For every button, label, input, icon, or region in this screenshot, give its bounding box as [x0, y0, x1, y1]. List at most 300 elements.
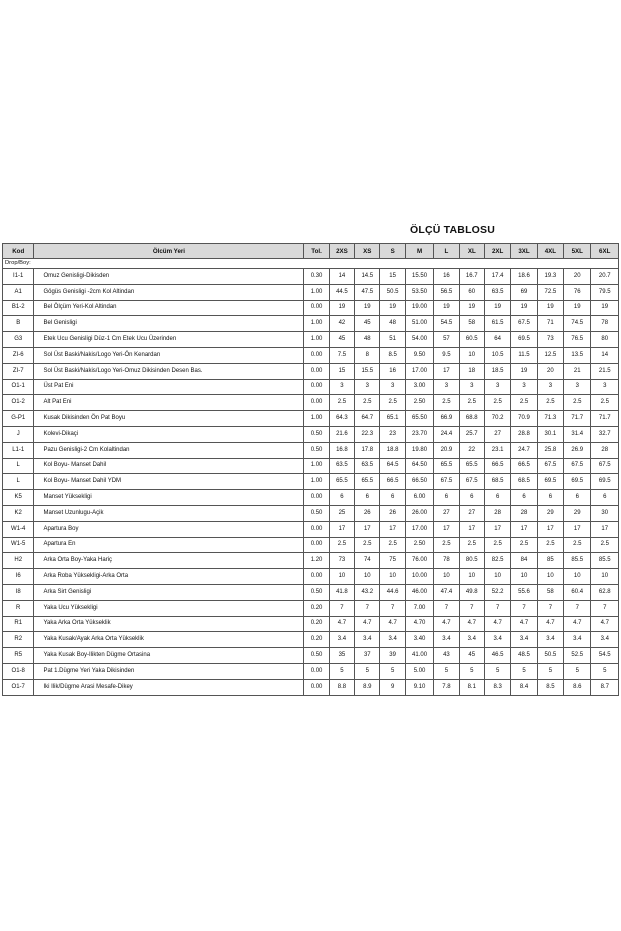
size-value: 7 [459, 600, 484, 616]
size-value: 5 [537, 663, 563, 679]
size-value: 16 [434, 269, 459, 285]
size-value: 70.2 [484, 411, 510, 427]
size-value: 8.6 [564, 679, 591, 695]
size-value: 58 [459, 316, 484, 332]
size-value: 65.5 [329, 474, 354, 490]
size-value: 17 [459, 521, 484, 537]
measurement-code: R [3, 600, 34, 616]
size-value: 19 [434, 300, 459, 316]
size-value: 17 [355, 521, 380, 537]
size-value: 50.5 [537, 648, 563, 664]
size-value: 15 [329, 363, 354, 379]
size-value: 14.5 [355, 269, 380, 285]
tolerance-value: 0.20 [304, 600, 329, 616]
measurement-location: Apartura En [34, 537, 304, 553]
size-value: 76.00 [405, 553, 433, 569]
tolerance-value: 0.00 [304, 363, 329, 379]
size-value: 7 [511, 600, 537, 616]
size-value: 30 [591, 505, 619, 521]
size-value: 51.00 [405, 316, 433, 332]
tolerance-value: 0.00 [304, 679, 329, 695]
size-value: 78 [591, 316, 619, 332]
measurement-location: Arka Orta Boy-Yaka Hariç [34, 553, 304, 569]
size-value: 2.5 [434, 537, 459, 553]
size-value: 39 [380, 648, 405, 664]
size-value: 6 [434, 490, 459, 506]
table-row [3, 632, 619, 648]
size-value: 6 [380, 490, 405, 506]
size-value: 17.00 [405, 363, 433, 379]
size-value: 65.50 [405, 411, 433, 427]
tolerance-value: 0.00 [304, 663, 329, 679]
size-value: 10 [511, 569, 537, 585]
size-value: 44.6 [380, 584, 405, 600]
size-value: 19 [380, 300, 405, 316]
size-value: 8.4 [511, 679, 537, 695]
measurement-code: ZI-6 [3, 347, 34, 363]
measurement-location: Pazu Genisligi-2 Cm Kolaltindan [34, 442, 304, 458]
size-value: 3.4 [537, 632, 563, 648]
size-value: 71.3 [537, 411, 563, 427]
measurement-location: Sol Üst Baski/Nakis/Logo Yeri-Ön Kenardan [34, 347, 304, 363]
size-value: 19 [329, 300, 354, 316]
table-header [3, 244, 619, 259]
size-value: 67.5 [537, 458, 563, 474]
size-value: 62.8 [591, 584, 619, 600]
size-value: 48 [380, 316, 405, 332]
size-value: 2.5 [329, 395, 354, 411]
size-value: 61.5 [484, 316, 510, 332]
size-value: 71.7 [591, 411, 619, 427]
tolerance-value: 0.50 [304, 584, 329, 600]
size-value: 2.5 [564, 395, 591, 411]
size-value: 17 [434, 363, 459, 379]
size-value: 68.8 [459, 411, 484, 427]
size-value: 5 [434, 663, 459, 679]
size-value: 27 [484, 426, 510, 442]
size-value: 3 [564, 379, 591, 395]
size-value: 49.8 [459, 584, 484, 600]
measurement-code: G3 [3, 332, 34, 348]
column-header: S [380, 244, 405, 259]
size-value: 85 [537, 553, 563, 569]
tolerance-value: 0.00 [304, 521, 329, 537]
measurement-code: I8 [3, 584, 34, 600]
size-value: 26 [380, 505, 405, 521]
size-value: 7.00 [405, 600, 433, 616]
measurement-location: Sol Üst Baski/Nakis/Logo Yeri-Omuz Dikisinden Desen Bas. [34, 363, 304, 379]
size-value: 17.8 [355, 442, 380, 458]
measurement-code: W1-4 [3, 521, 34, 537]
size-value: 6 [591, 490, 619, 506]
size-value: 3 [329, 379, 354, 395]
measurement-code: A1 [3, 284, 34, 300]
size-value: 4.7 [459, 616, 484, 632]
size-value: 10 [459, 569, 484, 585]
table-row [3, 600, 619, 616]
size-value: 19.3 [537, 269, 563, 285]
measurement-location: Arka Sirt Genisligi [34, 584, 304, 600]
size-value: 63.5 [329, 458, 354, 474]
tolerance-value: 0.00 [304, 300, 329, 316]
size-value: 19.80 [405, 442, 433, 458]
size-value: 66.50 [405, 474, 433, 490]
size-value: 2.5 [329, 537, 354, 553]
table-row [3, 521, 619, 537]
size-value: 69.5 [537, 474, 563, 490]
size-value: 10 [591, 569, 619, 585]
table-row [3, 347, 619, 363]
size-value: 14 [591, 347, 619, 363]
size-value: 4.7 [591, 616, 619, 632]
size-value: 60.4 [564, 584, 591, 600]
size-value: 67.5 [591, 458, 619, 474]
size-value: 60.5 [459, 332, 484, 348]
tolerance-value: 1.00 [304, 458, 329, 474]
size-value: 66.5 [511, 458, 537, 474]
table-row [3, 426, 619, 442]
size-value: 6 [459, 490, 484, 506]
size-value: 64.50 [405, 458, 433, 474]
table-row [3, 316, 619, 332]
size-value: 29 [564, 505, 591, 521]
size-value: 74 [355, 553, 380, 569]
header-row [3, 244, 619, 259]
size-value: 7 [355, 600, 380, 616]
size-value: 56.5 [434, 284, 459, 300]
size-value: 54.5 [434, 316, 459, 332]
table-row [3, 300, 619, 316]
size-value: 9.50 [405, 347, 433, 363]
size-value: 64.3 [329, 411, 354, 427]
size-value: 2.5 [564, 537, 591, 553]
size-value: 46.5 [484, 648, 510, 664]
size-value: 23.1 [484, 442, 510, 458]
column-header: Tol. [304, 244, 329, 259]
size-value: 5.00 [405, 663, 433, 679]
size-value: 2.5 [434, 395, 459, 411]
table-row [3, 569, 619, 585]
measurement-location: Gögüs Genisligi -2cm Kol Altindan [34, 284, 304, 300]
size-value: 6 [511, 490, 537, 506]
size-value: 16 [380, 363, 405, 379]
size-value: 4.7 [380, 616, 405, 632]
size-value: 3 [380, 379, 405, 395]
size-value: 54.5 [591, 648, 619, 664]
column-header: 6XL [591, 244, 619, 259]
size-value: 6 [355, 490, 380, 506]
table-row [3, 269, 619, 285]
size-value: 5 [355, 663, 380, 679]
size-value: 2.5 [355, 395, 380, 411]
measurement-code: O1-2 [3, 395, 34, 411]
size-value: 73 [329, 553, 354, 569]
measurement-location: Kolevi-Dikaçi [34, 426, 304, 442]
measurement-code: R5 [3, 648, 34, 664]
size-value: 21.6 [329, 426, 354, 442]
size-value: 10 [484, 569, 510, 585]
size-value: 19 [355, 300, 380, 316]
tolerance-value: 0.00 [304, 537, 329, 553]
measurement-code: B [3, 316, 34, 332]
table-row [3, 616, 619, 632]
measurement-code: R1 [3, 616, 34, 632]
size-value: 2.5 [591, 395, 619, 411]
size-value: 28 [591, 442, 619, 458]
size-value: 10.5 [484, 347, 510, 363]
size-value: 6 [537, 490, 563, 506]
size-value: 21 [564, 363, 591, 379]
size-value: 4.7 [434, 616, 459, 632]
size-value: 3 [511, 379, 537, 395]
size-value: 27 [459, 505, 484, 521]
size-value: 79.5 [591, 284, 619, 300]
size-value: 45 [355, 316, 380, 332]
table-row [3, 505, 619, 521]
size-value: 45 [459, 648, 484, 664]
size-value: 21.5 [591, 363, 619, 379]
size-value: 11.5 [511, 347, 537, 363]
size-value: 20 [564, 269, 591, 285]
size-value: 3.4 [591, 632, 619, 648]
tolerance-value: 0.30 [304, 269, 329, 285]
size-value: 71 [537, 316, 563, 332]
size-value: 2.50 [405, 395, 433, 411]
size-value: 3.40 [405, 632, 433, 648]
size-value: 74.5 [564, 316, 591, 332]
measurement-code: G-P1 [3, 411, 34, 427]
tolerance-value: 1.00 [304, 474, 329, 490]
size-value: 5 [329, 663, 354, 679]
size-value: 75 [380, 553, 405, 569]
size-value: 22.3 [355, 426, 380, 442]
size-value: 10 [434, 569, 459, 585]
table-row [3, 474, 619, 490]
size-value: 2.5 [591, 537, 619, 553]
size-value: 80.5 [459, 553, 484, 569]
size-value: 54.00 [405, 332, 433, 348]
size-value: 20.7 [591, 269, 619, 285]
size-value: 69.5 [511, 332, 537, 348]
size-value: 65.5 [355, 474, 380, 490]
size-value: 5 [484, 663, 510, 679]
measurement-location: Yaka Ucu Yüksekligi [34, 600, 304, 616]
size-value: 2.50 [405, 537, 433, 553]
size-value: 67.5 [564, 458, 591, 474]
size-value: 67.5 [459, 474, 484, 490]
size-value: 19 [484, 300, 510, 316]
size-value: 35 [329, 648, 354, 664]
size-value: 3 [591, 379, 619, 395]
size-value: 63.5 [355, 458, 380, 474]
size-value: 7.8 [434, 679, 459, 695]
size-value: 17 [329, 521, 354, 537]
size-value: 65.5 [434, 458, 459, 474]
size-value: 8.9 [355, 679, 380, 695]
size-value: 82.5 [484, 553, 510, 569]
size-value: 3.4 [329, 632, 354, 648]
size-value: 64.5 [380, 458, 405, 474]
size-value: 64.7 [355, 411, 380, 427]
column-header: L [434, 244, 459, 259]
column-header: 2XS [329, 244, 354, 259]
size-value: 47.4 [434, 584, 459, 600]
size-value: 4.7 [511, 616, 537, 632]
size-value: 7 [537, 600, 563, 616]
size-value: 65.1 [380, 411, 405, 427]
size-value: 19 [591, 300, 619, 316]
size-value: 67.5 [434, 474, 459, 490]
size-value: 3.4 [355, 632, 380, 648]
size-value: 84 [511, 553, 537, 569]
size-value: 8.1 [459, 679, 484, 695]
measurement-code: H2 [3, 553, 34, 569]
size-value: 2.5 [380, 395, 405, 411]
size-value: 8.5 [537, 679, 563, 695]
size-value: 17 [484, 521, 510, 537]
size-value: 23 [380, 426, 405, 442]
size-value: 66.5 [380, 474, 405, 490]
size-value: 69 [511, 284, 537, 300]
measurement-code: I1-1 [3, 269, 34, 285]
size-value: 18.5 [484, 363, 510, 379]
size-value: 52.2 [484, 584, 510, 600]
size-value: 30.1 [537, 426, 563, 442]
size-value: 7 [329, 600, 354, 616]
column-header: 5XL [564, 244, 591, 259]
size-value: 19 [564, 300, 591, 316]
column-header: 2XL [484, 244, 510, 259]
size-value: 3 [484, 379, 510, 395]
size-value: 13.5 [564, 347, 591, 363]
size-value: 7 [564, 600, 591, 616]
size-value: 41.00 [405, 648, 433, 664]
size-value: 15.5 [355, 363, 380, 379]
tolerance-value: 1.00 [304, 411, 329, 427]
size-value: 25.8 [537, 442, 563, 458]
size-value: 7 [434, 600, 459, 616]
size-value: 85.5 [564, 553, 591, 569]
size-value: 32.7 [591, 426, 619, 442]
column-header: Ölcüm Yeri [34, 244, 304, 259]
size-value: 76.5 [564, 332, 591, 348]
size-value: 8.7 [591, 679, 619, 695]
measurement-location: Alt Pat Eni [34, 395, 304, 411]
size-value: 42 [329, 316, 354, 332]
size-value: 17 [591, 521, 619, 537]
size-value: 10 [537, 569, 563, 585]
size-value: 57 [434, 332, 459, 348]
size-value: 7 [484, 600, 510, 616]
size-value: 8.3 [484, 679, 510, 695]
measurement-code: O1-8 [3, 663, 34, 679]
measurement-location: Arka Roba Yüksekligi-Arka Orta [34, 569, 304, 585]
size-value: 10 [380, 569, 405, 585]
size-value: 18 [459, 363, 484, 379]
measurement-code: W1-5 [3, 537, 34, 553]
tolerance-value: 0.00 [304, 490, 329, 506]
size-value: 3 [537, 379, 563, 395]
measurement-code: L1-1 [3, 442, 34, 458]
size-value: 2.5 [511, 395, 537, 411]
tolerance-value: 1.00 [304, 316, 329, 332]
size-value: 8.8 [329, 679, 354, 695]
size-value: 70.9 [511, 411, 537, 427]
size-value: 45 [329, 332, 354, 348]
size-value: 26.9 [564, 442, 591, 458]
size-value: 2.5 [537, 395, 563, 411]
size-value: 6 [329, 490, 354, 506]
measurement-code: K5 [3, 490, 34, 506]
size-value: 3 [355, 379, 380, 395]
size-value: 17 [511, 521, 537, 537]
measurement-code: L [3, 458, 34, 474]
size-value: 50.5 [380, 284, 405, 300]
size-value: 26.00 [405, 505, 433, 521]
size-value: 6 [564, 490, 591, 506]
size-value: 66.9 [434, 411, 459, 427]
size-value: 52.5 [564, 648, 591, 664]
tolerance-value: 1.00 [304, 332, 329, 348]
measurement-location: Iki Ilik/Dügme Arasi Mesafe-Dikey [34, 679, 304, 695]
tolerance-value: 0.50 [304, 442, 329, 458]
size-value: 5 [564, 663, 591, 679]
measurement-code: L [3, 474, 34, 490]
tolerance-value: 1.00 [304, 284, 329, 300]
table-row [3, 395, 619, 411]
size-value: 19 [537, 300, 563, 316]
size-value: 10 [564, 569, 591, 585]
table-row [3, 553, 619, 569]
column-header: 4XL [537, 244, 563, 259]
size-value: 37 [355, 648, 380, 664]
size-value: 2.5 [484, 395, 510, 411]
size-value: 9.10 [405, 679, 433, 695]
size-value: 6 [484, 490, 510, 506]
measurement-location: Kol Boyu- Manset Dahil YDM [34, 474, 304, 490]
tolerance-value: 0.20 [304, 616, 329, 632]
size-value: 2.5 [459, 537, 484, 553]
size-value: 68.5 [484, 474, 510, 490]
size-value: 19.00 [405, 300, 433, 316]
table-title: ÖLÇÜ TABLOSU [410, 224, 496, 236]
size-value: 4.7 [329, 616, 354, 632]
size-value: 3.4 [484, 632, 510, 648]
size-value: 53.50 [405, 284, 433, 300]
size-value: 7 [591, 600, 619, 616]
measurement-code: O1-7 [3, 679, 34, 695]
table-row [3, 584, 619, 600]
size-value: 64 [484, 332, 510, 348]
size-value: 3.00 [405, 379, 433, 395]
size-value: 8.5 [380, 347, 405, 363]
group-label: Drop/Boy: [3, 259, 619, 269]
size-value: 46.00 [405, 584, 433, 600]
size-value: 85.5 [591, 553, 619, 569]
size-value: 2.5 [380, 537, 405, 553]
size-value: 3 [459, 379, 484, 395]
size-value: 10 [355, 569, 380, 585]
tolerance-value: 0.20 [304, 632, 329, 648]
measurement-location: Yaka Kusak/Ayak Arka Orta Yükseklik [34, 632, 304, 648]
size-value: 23.70 [405, 426, 433, 442]
size-value: 9 [380, 679, 405, 695]
size-value: 4.7 [484, 616, 510, 632]
size-value: 43 [434, 648, 459, 664]
size-value: 16.7 [459, 269, 484, 285]
measurement-code: R2 [3, 632, 34, 648]
measurement-code: J [3, 426, 34, 442]
